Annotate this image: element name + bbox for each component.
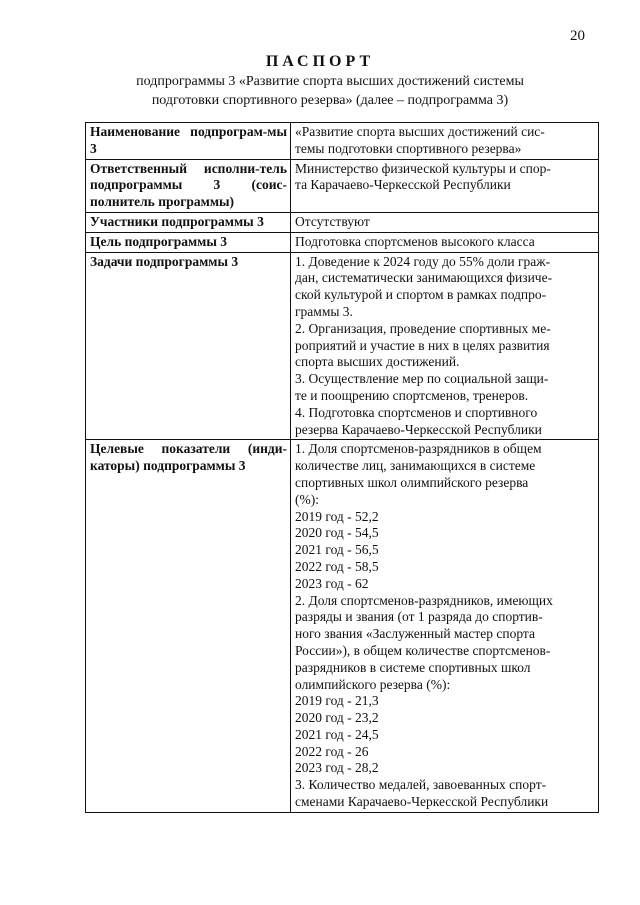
value-line: ской культурой и спортом в рамках подпро- — [295, 287, 547, 303]
passport-row — [86, 159, 599, 212]
passport-row — [86, 252, 599, 440]
row-label: Участники подпрограммы 3 — [86, 212, 291, 232]
passport-table — [85, 122, 599, 813]
value-line: дан, систематически занимающихся физиче- — [295, 270, 553, 286]
value-line: России»), в общем количестве спортсменов- — [295, 642, 551, 658]
value-line: 2022 год - 58,5 — [295, 558, 379, 574]
value-line: 2019 год - 52,2 — [295, 508, 379, 524]
row-label: Ответственный исполни-тель подпрограммы 3 (соис-полнитель программы) — [86, 159, 291, 212]
value-line: ного звания «Заслуженный мастер спорта — [295, 626, 535, 642]
row-label: Цель подпрограммы 3 — [86, 232, 291, 252]
value-line: 2023 год - 62 — [295, 575, 369, 591]
subtitle-line: подготовки спортивного резерва» (далее – подпрограмма 3) — [151, 93, 509, 108]
row-label: Задачи подпрограммы 3 — [86, 252, 291, 440]
value-line: граммы 3. — [295, 303, 353, 319]
value-line: Подготовка спортсменов высокого класса — [295, 233, 535, 249]
value-line: 2021 год - 56,5 — [295, 542, 379, 558]
value-line: 2021 год - 24,5 — [295, 726, 379, 742]
value-line: 2020 год - 23,2 — [295, 710, 379, 726]
value-line: 2023 год - 28,2 — [295, 760, 379, 776]
value-line: 3. Количество медалей, завоеванных спорт- — [295, 777, 547, 793]
row-value — [291, 212, 599, 232]
value-line: олимпийского резерва (%): — [295, 676, 451, 692]
value-line: 1. Доля спортсменов-разрядников в общем — [295, 441, 542, 457]
passport-row — [86, 212, 599, 232]
passport-row — [86, 232, 599, 252]
value-line: 2020 год - 54,5 — [295, 525, 379, 541]
passport-row — [86, 440, 599, 813]
page-number: 20 — [570, 28, 585, 44]
value-line: Отсутствуют — [295, 213, 370, 229]
value-line: (%): — [295, 491, 319, 507]
value-line: 2. Доля спортсменов-разрядников, имеющих — [295, 592, 553, 608]
row-value — [291, 252, 599, 440]
value-line: роприятий и участие в них в целях развития — [295, 337, 550, 353]
value-line: спортивных школ олимпийского резерва — [295, 474, 529, 490]
value-line: та Карачаево-Черкесской Республики — [295, 177, 511, 193]
value-line: темы подготовки спортивного резерва» — [295, 140, 522, 156]
document-subtitle — [120, 72, 540, 110]
row-value — [291, 123, 599, 160]
value-line: 2. Организация, проведение спортивных ме- — [295, 320, 551, 336]
value-line: Министерство физической культуры и спор- — [295, 160, 551, 176]
value-line: резерва Карачаево-Черкесской Республики — [295, 421, 542, 437]
value-line: «Развитие спорта высших достижений сис- — [295, 124, 545, 139]
row-label: Целевые показатели (инди-каторы) подпрограммы 3 — [86, 440, 291, 813]
value-line: сменами Карачаево-Черкесской Республики — [295, 794, 549, 810]
value-line: 2019 год - 21,3 — [295, 693, 379, 709]
passport-row — [86, 123, 599, 160]
value-line: те и поощрению спортсменов, тренеров. — [295, 387, 529, 403]
value-line: 1. Доведение к 2024 году до 55% доли граж- — [295, 253, 551, 269]
row-value — [291, 159, 599, 212]
row-label: Наименование подпрограм-мы 3 — [86, 123, 291, 160]
value-line: разряды и звания (от 1 разряда до спортив- — [295, 609, 543, 625]
document-title: ПАСПОРТ — [265, 53, 375, 70]
value-line: разрядников в системе спортивных школ — [295, 659, 531, 675]
value-line: количестве лиц, занимающихся в системе — [295, 458, 536, 474]
row-value — [291, 232, 599, 252]
passport-table-body — [86, 123, 599, 813]
value-line: 2022 год - 26 — [295, 743, 369, 759]
value-line: 3. Осуществление мер по социальной защи- — [295, 371, 549, 387]
row-value — [291, 440, 599, 813]
subtitle-line: подпрограммы 3 «Развитие спорта высших достижений системы — [136, 74, 524, 89]
value-line: 4. Подготовка спортсменов и спортивного — [295, 404, 538, 420]
value-line: спорта высших достижений. — [295, 354, 460, 370]
